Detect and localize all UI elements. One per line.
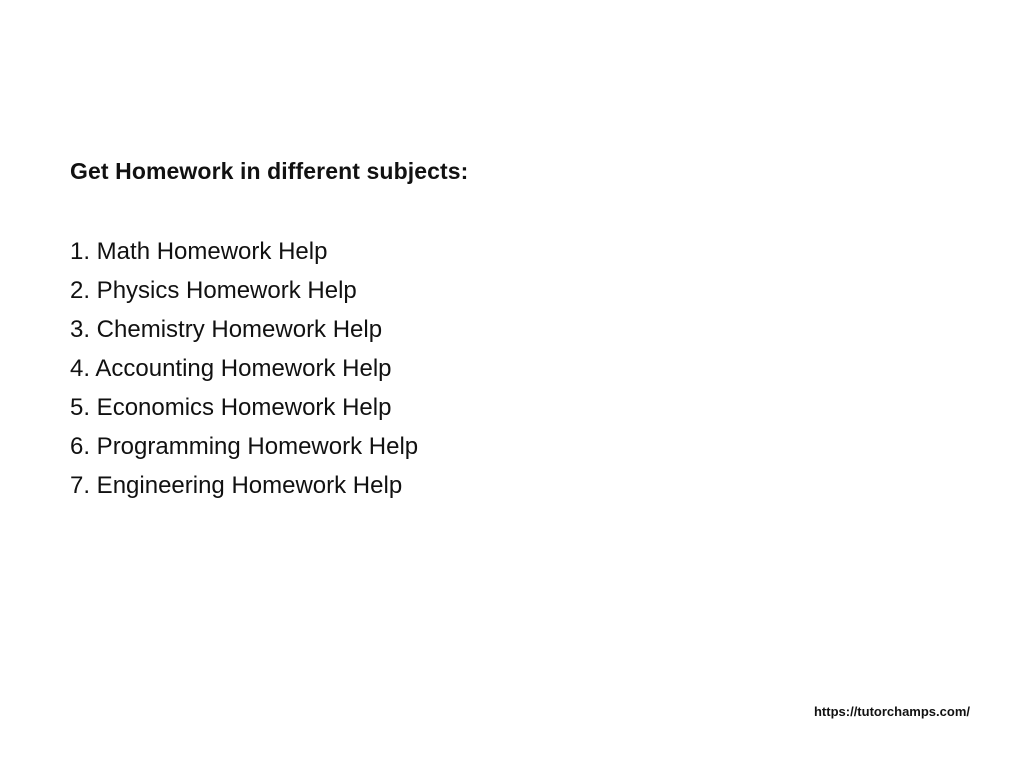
subject-item-chemistry: 3. Chemistry Homework Help xyxy=(70,316,383,343)
page-heading: Get Homework in different subjects: xyxy=(70,158,469,184)
footer-url: https://tutorchamps.com/ xyxy=(813,704,970,719)
subject-item-economics: 5. Economics Homework Help xyxy=(70,394,392,421)
subject-item-physics: 2. Physics Homework Help xyxy=(70,277,357,304)
subject-list xyxy=(70,232,418,505)
subject-item-engineering: 7. Engineering Homework Help xyxy=(70,472,403,499)
subject-item-programming: 6. Programming Homework Help xyxy=(70,433,419,460)
subject-item-math: 1. Math Homework Help xyxy=(70,238,328,265)
subject-item-accounting: 4. Accounting Homework Help xyxy=(70,355,392,382)
